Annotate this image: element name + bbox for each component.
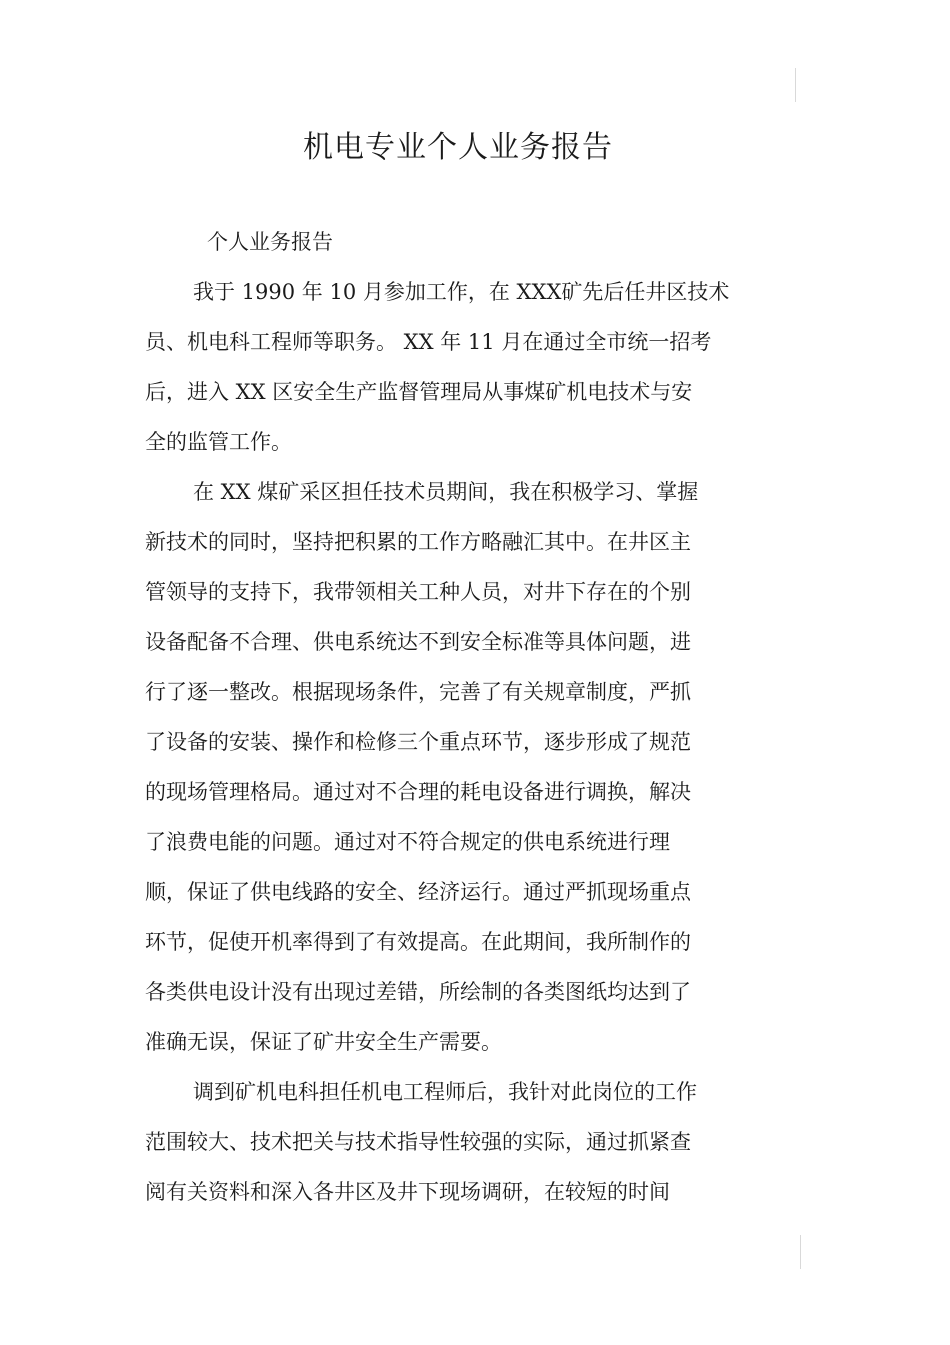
body-line: 环节，促使开机率得到了有效提高。在此期间，我所制作的 (145, 930, 691, 954)
document-subtitle: 个人业务报告 (207, 230, 333, 254)
body-line: 范围较大、技术把关与技术指导性较强的实际，通过抓紧查 (145, 1130, 691, 1154)
body-line: 新技术的同时，坚持把积累的工作方略融汇其中。在井区主 (145, 530, 691, 554)
body-line: 我于 1990 年 10 月参加工作，在 XXX矿先后任井区技术 (193, 280, 730, 304)
page-edge-mark (795, 68, 796, 102)
body-line: 行了逐一整改。根据现场条件，完善了有关规章制度，严抓 (145, 680, 691, 704)
body-line: 在 XX 煤矿采区担任技术员期间，我在积极学习、掌握 (193, 480, 699, 504)
body-line: 的现场管理格局。通过对不合理的耗电设备进行调换，解决 (145, 780, 691, 804)
body-line: 设备配备不合理、供电系统达不到安全标准等具体问题，进 (145, 630, 691, 654)
body-line: 全的监管工作。 (145, 430, 292, 454)
body-line: 阅有关资料和深入各井区及井下现场调研，在较短的时间 (145, 1180, 670, 1204)
body-line: 管领导的支持下，我带领相关工种人员，对井下存在的个别 (145, 580, 691, 604)
body-line: 顺，保证了供电线路的安全、经济运行。通过严抓现场重点 (145, 880, 691, 904)
body-line: 了设备的安装、操作和检修三个重点环节，逐步形成了规范 (145, 730, 691, 754)
body-line: 各类供电设计没有出现过差错，所绘制的各类图纸均达到了 (145, 980, 691, 1004)
body-line: 调到矿机电科担任机电工程师后，我针对此岗位的工作 (193, 1080, 697, 1104)
body-line: 准确无误，保证了矿井安全生产需要。 (145, 1030, 502, 1054)
body-line: 了浪费电能的问题。通过对不符合规定的供电系统进行理 (145, 830, 670, 854)
body-line: 员、机电科工程师等职务。 XX 年 11 月在通过全市统一招考 (145, 330, 712, 354)
page-edge-mark (800, 1235, 801, 1269)
body-line: 后，进入 XX 区安全生产监督管理局从事煤矿机电技术与安 (145, 380, 693, 404)
document-title: 机电专业个人业务报告 (303, 130, 613, 165)
